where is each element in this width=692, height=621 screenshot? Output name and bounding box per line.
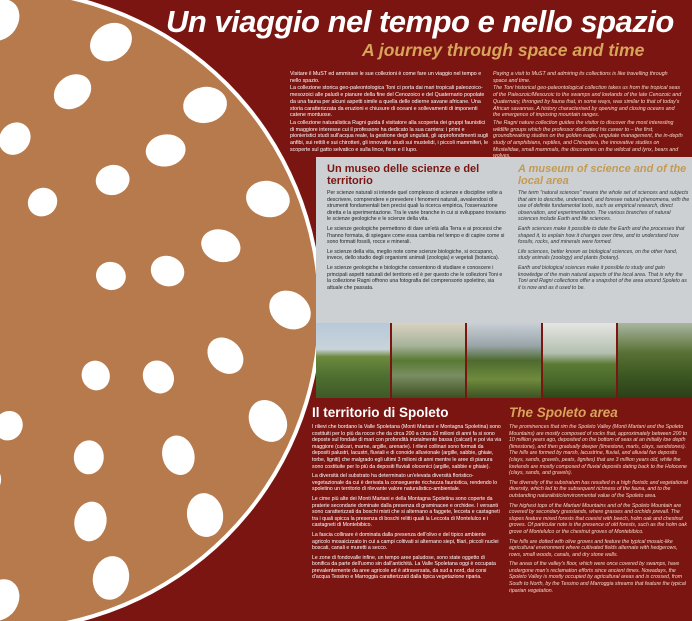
territory-paragraph: The hills are dotted with olive groves and feature the typical mosaic-like agricultural environment where cultivated fields alternate with hedgerows, rows, small woods, canals, and dry stone walls. [509,538,678,558]
mountain-photo [543,323,617,398]
territory-paragraph: La fascia collinare è dominata dalla presenza dell'olivo e del tipico ambiente agricolo mosaicizzato in cui a campi coltivati si alternano siepi, filari, piccoli nuclei boscati, canali e muretti a secco. [312,531,499,552]
stream-photo [392,323,466,398]
territory-paragraph: The diversity of the substratum has resulted in a high floristic and vegetational diversity, which led to the subsequent richness of the fauna, and to the outstanding naturalistic/environmental value of the Spoleto area. [509,479,688,499]
disc-graphic [0,0,320,621]
museum-section-body-it [327,190,507,294]
museum-paragraph: Earth sciences make it possible to date the Earth and the processes that shaped it, to explain how it changes over time, and to understand how fossils, rocks, and minerals were formed. [518,225,685,246]
territory-section-body-it [312,424,502,584]
territory-paragraph: The highest tops of the Martani Mountains and of the Spoleto Mountain are covered by secondary grasslands, where grasses and orchids prevail. The slopes feature mixed forests that coexist with beech, holm oak and chestnut groves. Of particular note is the presence of old forests, such as the holm oak grove of Montelulco or the chestnut groves of Montebibico. [509,502,687,535]
territory-paragraph: Le cime più alte dei Monti Martani e della Montagna Spoletina sono coperte da praterie secondarie dominate dalla presenza di graminacee e orchidee. I versanti sono caratterizzati da boschi misti che si alternano a faggete, lecceta e castagneti tra i quali spicca la presenza di boschi relitti quali la Leccota di Montelulco e i castagneti di Montebibico. [312,495,500,529]
main-title: Un viaggio nel tempo e nello spazio [166,4,674,39]
intro-paragraph: The Toni historical geo-paleontological collection takes us from the tropical seas of the Paleozoic/Mesozoic to the swamps and lowlands of the late Cenozoic and Quaternary, thronged by fauna that, in some ways, was similar to that of today's African savannas. A history characterised by opening and closing oceans and the emergence of imposing mountain ranges. [493,85,682,119]
forest-photo [618,323,692,398]
museum-paragraph: Life sciences, better known as biological sciences, on the other hand, study animals (zoology) and plants (botany). [518,248,678,262]
museum-paragraph: The term "natural sciences" means the whole set of sciences and subjects that aim to describe, understand, and foresee natural phenomena, with the use of definite fundamental tools, such as empirical research, direct observation, and experimentation. The various branches of natural sciences include Earth and life sciences. [518,190,690,223]
territory-section-title-it: Il territorio di Spoleto [312,405,449,420]
intro-english [493,71,683,161]
museum-section-body-en [518,190,690,294]
territory-section-body-en [509,424,689,597]
territory-paragraph: I rilievi che bordano la Valle Spoletana (Monti Martani e Montagna Spoletina) sono costituiti per lo più da rocce che da circa 200 a circa 10 milioni di anni fa si sono deposte sul fondale di mari con profondità inizialmente bassa (calcari) e poi via via maggiore (calcari, marne, argille, arenarie). I rilievi collinari sono formati da depositi palustri, lacustri, fluviali e di conoide alluvionale (argille, sabbie, ghiaie, torbe, ligniti) che malgrado egli ultimi 3 milioni di anni mentre le aree di pianura sono costituite per lo più da depositi fluviali olocenici (argille, sabbie e ghiaie). [312,424,502,470]
hills-photo [316,323,390,398]
valley-photo [467,323,541,398]
intro-paragraph: La collezione naturalistica Ragni guida il visitatore alla scoperta dei gruppi faunistici di maggiore interesse cui il professore ha dedicato la sua carriera: i primi e pionieristici studi sull'acqua reale, la gestione degli ungulati, gli approfondimenti sugli anfibi, sui rettili e sui chirotteri, gli innovativi studi sui mustelidi, i piccoli mammiferi, le scoperte sul gatto selvatico e sulla lince, fiore e il lupo. [290,119,489,153]
intro-paragraph: Paying a visit to MuST and admiring its collections is like travelling through space and time. [493,71,668,84]
territory-paragraph: La diversità del substrato ha determinato un'elevata diversità floristico-vegetazionale da cui è derivata la conseguente ricchezza faunistica, rendendo lo spoletino un territorio di rilevante valore naturalistico-ambientale. [312,473,498,493]
museum-paragraph: Earth and biological sciences make it possible to study and gain knowledge of the main natural aspects of the local area. That is why the Toni and Ragni collections offer a snapshot of the area around Spoleto as it is now and as it used to be. [518,264,687,291]
main-subtitle: A journey through space and time [362,40,645,60]
museum-paragraph: Per scienze naturali si intende quel complesso di scienze e discipline volte a descrivere, comprendere e prevedere i fenomeni naturali, avvalendosi di strumenti fondamentali ben precisi quali la ricerca empirica, l'osservazione diretta e la sperimentazione. Tra le varie branche in cui si sviluppano troviamo le scienze geologiche e le scienze della vita. [327,190,506,223]
intro-italian [290,71,490,154]
photo-strip [316,323,692,398]
intro-paragraph: La collezione storica geo-paleontologica Toni ci porta dai mari tropicali paleozoico-mesozoici alle paludi e pianure della fine del Cenozoico e del Quaternario popolate da una fauna per alcuni aspetti simile a quella delle odierne savane africane. Una storia caratterizzata da eruzioni e chiusure di oceani e sollevamenti di imponenti catene montuose. [290,85,485,119]
territory-section-title-en: The Spoleto area [509,405,618,420]
territory-paragraph: The prominences that rim the Spoleto Valley (Monti Martani and the Spoleto Mountains) are mostly composed of rocks that, approximately between 200 to 10 million years ago, deposited on the bottom of seas at an initially low depth (limestone), and then gradually deeper (limestone, marls, clays, sandstones). The hills are formed by marsh, lacustrine, fluvial, and alluvial fan deposits (clays, sands, gravels, peats, lignites) that are 3 million years old, while the lowlands are mostly composed of fluvial deposits dating back to the Holocene (clays, sands, and gravels). [509,424,688,477]
museum-section-title-it: Un museo delle scienze e del territorio [327,163,480,187]
museum-paragraph: Le scienze geologiche permettono di dare un'età alla Terra e ai processi che l'hanno formata, di spiegare come essa cambia nel tempo e di capire come si sono formati fossili, rocce e minerali. [327,225,505,246]
intro-paragraph: The Ragni nature collection guides the visitor to discover the most interesting wildlife groups which the professor dedicated his career to – the first, groundbreaking studies on the golden eagle, ungulate management, the in-depth study of amphibians, reptiles, and Chiroptera, the innovative studies on Mustelidae, small mammals, the discoveries on the wildcat and lynx, bears and [493,119,683,153]
territory-paragraph: Le zone di fondovalle infine, un tempo aree paludose, sono state oggetto di bonifica da parte dell'uomo sin dall'antichità. La Valle Spoletana oggi è occupata prevalentemente da aree agricole ed è attraversata, da sud a nord, dai corsi d'acqua Tessino e Marroggia caratterizzati dalla tipica vegetazione riparia. [312,554,496,581]
territory-paragraph: The areas of the valley's floor, which were once covered by swamps, have undergone man's reclamation efforts since ancient times. Nowadays, the Spoleto Valley is mostly occupied by agricultural areas and is crossed, from South to North, by the Tessino and Marroggia streams that feature the typical riparian vegetation. [509,561,686,594]
museum-paragraph: Le scienze geologiche e biologiche consentono di studiare e conoscere i principali aspetti naturali del territorio ed è per questo che le collezioni Toni e la collezione Ragni offrono una fotografia del comprensorio spoletino, sia attuale che passata. [327,264,503,291]
museum-section-title-en: A museum of science and of the local area [518,163,687,187]
museum-paragraph: Le scienze della vita, meglio note come scienze biologiche, si occupano, invece, dello studio degli organismi animali (zoologia) e vegetali (botanica). [327,248,500,262]
intro-paragraph: Visitare il MuST ed ammirare le sue collezioni è come fare un viaggio nel tempo e nello spazio. [290,71,482,84]
decorative-disc [0,0,320,621]
